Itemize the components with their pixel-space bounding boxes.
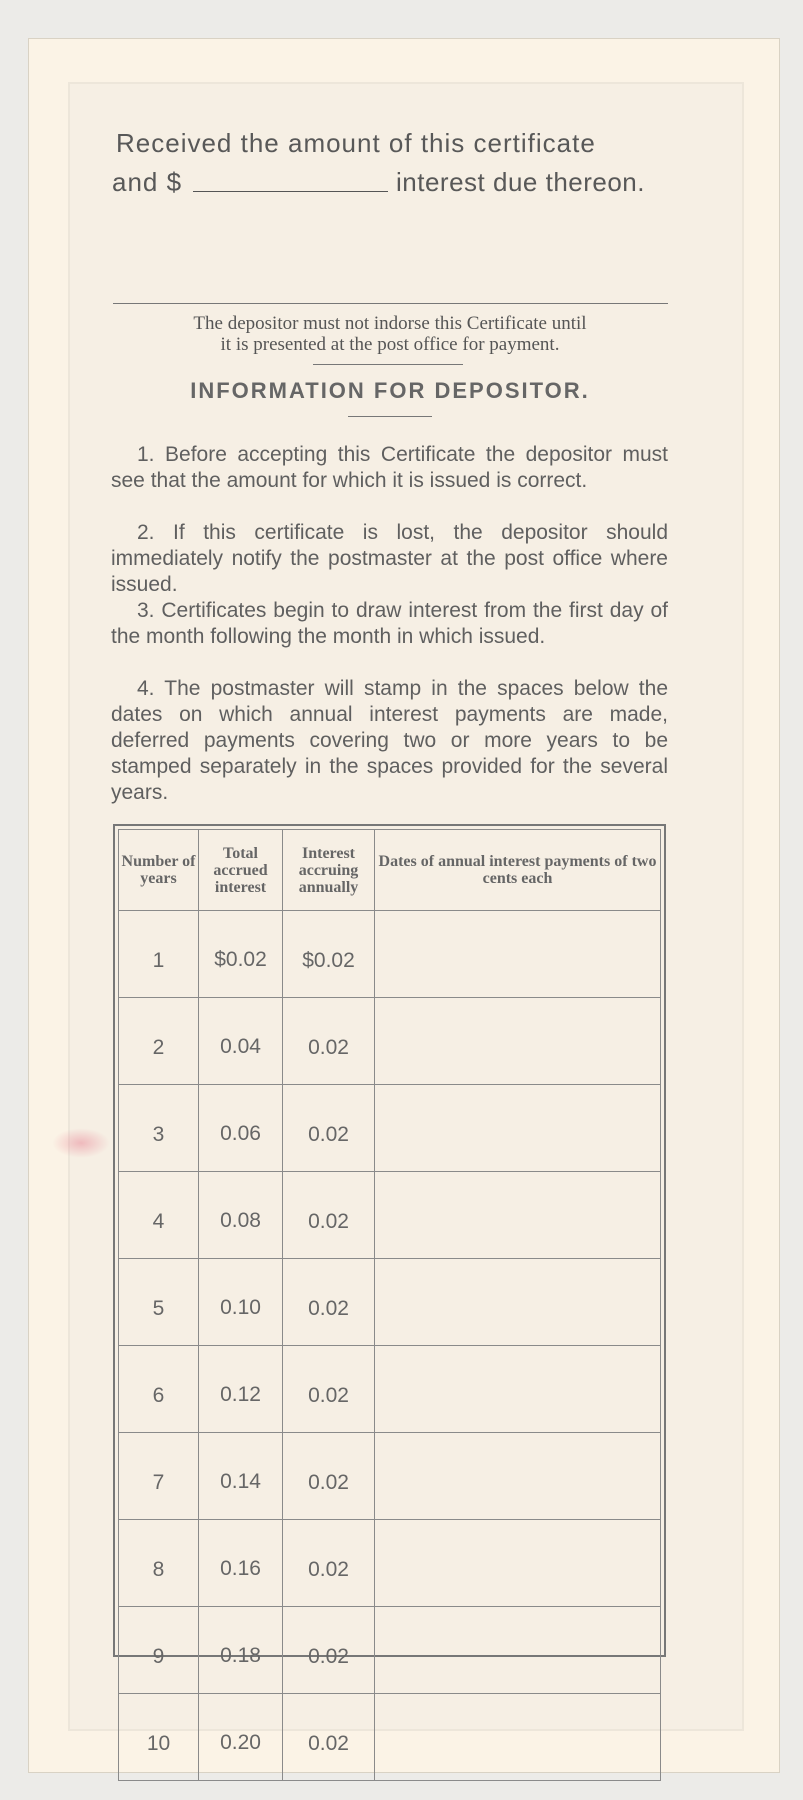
total-cell: 0.20 (199, 1694, 283, 1781)
paragraph-4-text: 4. The postmaster will stamp in the spaces below the dates on which annual interest payments are made, deferred payments covering two or more years to be stamped separately in the spaces provided for the several years. (111, 677, 668, 804)
year-cell: 6 (119, 1346, 199, 1433)
heading-underline (348, 416, 432, 417)
table-row (119, 1694, 661, 1781)
interest-amount-blank (193, 191, 388, 192)
annual-cell: 0.02 (283, 1433, 375, 1520)
paragraph-3 (111, 598, 668, 650)
annual-cell: 0.02 (283, 1346, 375, 1433)
date-stamp-cell[interactable] (375, 998, 661, 1085)
date-stamp-cell[interactable] (375, 1085, 661, 1172)
total-cell: 0.08 (199, 1172, 283, 1259)
total-cell: 0.18 (199, 1607, 283, 1694)
paragraph-3-text: 3. Certificates begin to draw interest from the first day of the month following the month in which issued. (111, 599, 668, 648)
annual-cell: 0.02 (283, 1259, 375, 1346)
notice-line-2: it is presented at the post office for payment. (220, 334, 560, 355)
header-number-of-years: Number of years (119, 830, 199, 911)
annual-cell: 0.02 (283, 1085, 375, 1172)
table-row (119, 1433, 661, 1520)
annual-cell: 0.02 (283, 1607, 375, 1694)
table-row (119, 1172, 661, 1259)
total-cell: 0.10 (199, 1259, 283, 1346)
paragraph-1 (111, 442, 668, 494)
ink-stain (52, 1128, 110, 1158)
date-stamp-cell[interactable] (375, 1433, 661, 1520)
annual-cell: 0.02 (283, 1694, 375, 1781)
receipt-line-2-suffix: interest due thereon. (396, 167, 645, 197)
header-interest-annually: Interest accruing annually (283, 830, 375, 911)
notice-line-1: The depositor must not indorse this Certificate until (193, 313, 587, 334)
year-cell: 5 (119, 1259, 199, 1346)
annual-cell: 0.02 (283, 1172, 375, 1259)
year-cell: 4 (119, 1172, 199, 1259)
paragraph-2 (111, 520, 668, 598)
year-cell: 9 (119, 1607, 199, 1694)
annual-cell: 0.02 (283, 1520, 375, 1607)
year-cell: 3 (119, 1085, 199, 1172)
table-row (119, 998, 661, 1085)
date-stamp-cell[interactable] (375, 911, 661, 998)
paragraph-4 (111, 676, 668, 806)
total-cell: 0.16 (199, 1520, 283, 1607)
table-row (119, 911, 661, 998)
table-row (119, 1346, 661, 1433)
separator-rule (113, 303, 668, 304)
short-rule (313, 364, 463, 365)
annual-cell: 0.02 (283, 998, 375, 1085)
indorsement-notice (110, 313, 670, 355)
total-cell: 0.14 (199, 1433, 283, 1520)
paragraph-1-text: 1. Before accepting this Certificate the depositor must see that the amount for which it is issued is correct. (111, 443, 668, 492)
date-stamp-cell[interactable] (375, 1520, 661, 1607)
date-stamp-cell[interactable] (375, 1172, 661, 1259)
table-row (119, 1607, 661, 1694)
year-cell: 7 (119, 1433, 199, 1520)
table-row (119, 1259, 661, 1346)
date-stamp-cell[interactable] (375, 1346, 661, 1433)
total-cell: 0.04 (199, 998, 283, 1085)
year-cell: 10 (119, 1694, 199, 1781)
interest-table (118, 829, 661, 1781)
header-payment-dates: Dates of annual interest payments of two cents each (375, 830, 661, 911)
date-stamp-cell[interactable] (375, 1259, 661, 1346)
year-cell: 2 (119, 998, 199, 1085)
info-heading: INFORMATION FOR DEPOSITOR. (190, 378, 590, 403)
receipt-line-1: Received the amount of this certificate (116, 128, 596, 158)
table-header-row (119, 830, 661, 911)
table-row (119, 1520, 661, 1607)
total-cell: $0.02 (199, 911, 283, 998)
date-stamp-cell[interactable] (375, 1694, 661, 1781)
paragraph-2-text: 2. If this certificate is lost, the depositor should immediately notify the postmaster at the post office where issued. (111, 521, 668, 596)
year-cell: 1 (119, 911, 199, 998)
total-cell: 0.06 (199, 1085, 283, 1172)
table-row (119, 1085, 661, 1172)
date-stamp-cell[interactable] (375, 1607, 661, 1694)
total-cell: 0.12 (199, 1346, 283, 1433)
receipt-line-2-prefix: and $ (112, 167, 183, 197)
header-total-accrued: Total accrued interest (199, 830, 283, 911)
annual-cell: $0.02 (283, 911, 375, 998)
year-cell: 8 (119, 1520, 199, 1607)
